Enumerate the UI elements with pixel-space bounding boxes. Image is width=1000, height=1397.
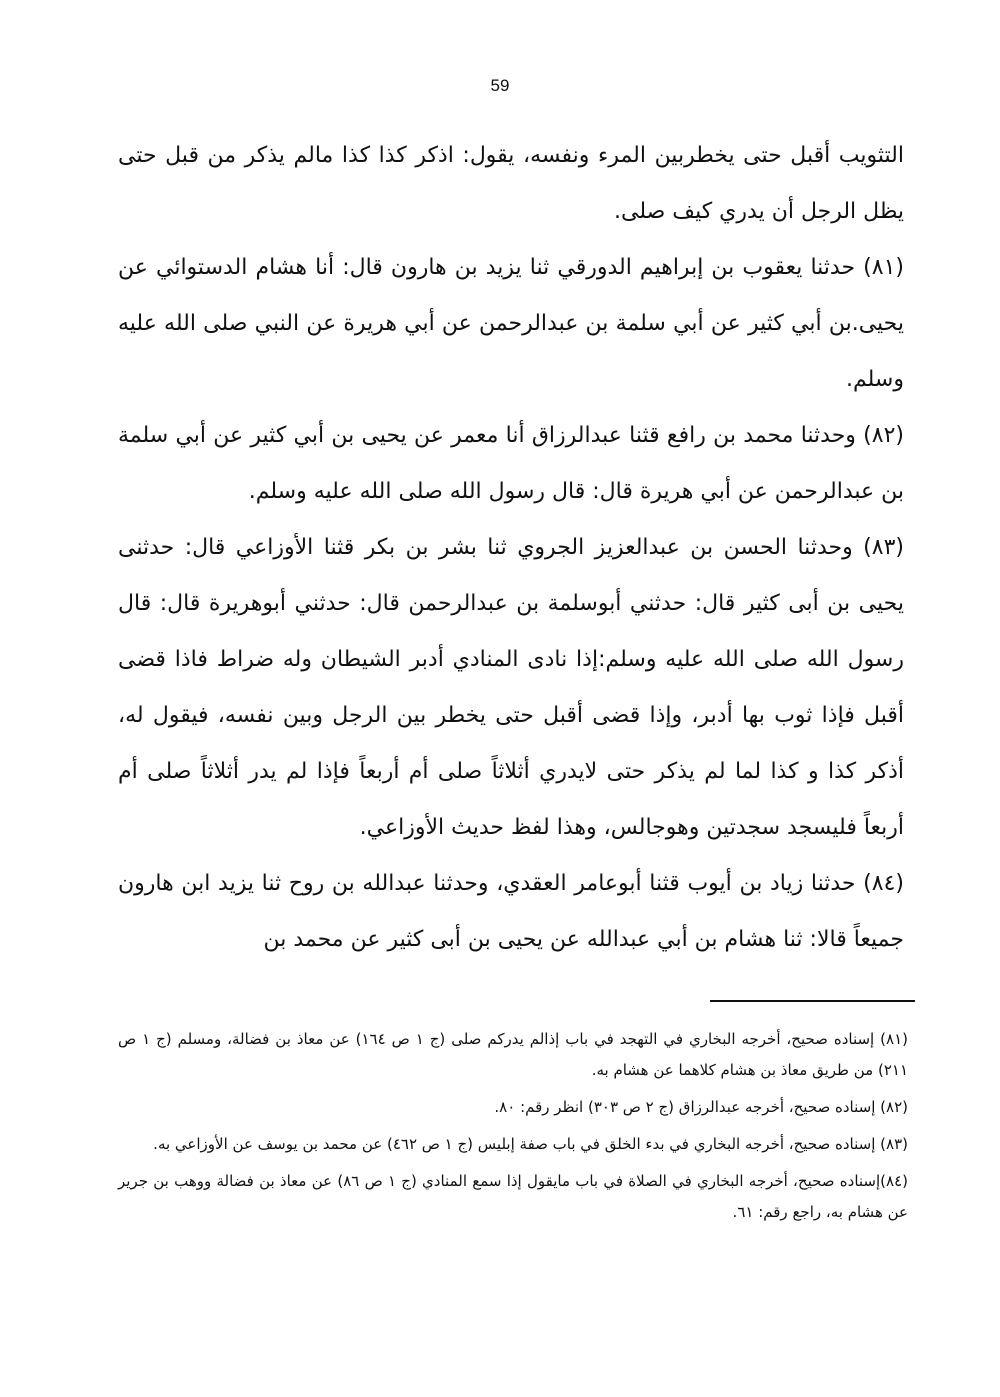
paragraph-82: (٨٢) وحدثنا محمد بن رافع قثنا عبدالرزاق أنا معمر عن يحيى بن أبي كثير عن أبي سلمة بن عبدالرحمن عن أبي هريرة قال: قال رسول الله صلى الله عليه وسلم. — [118, 423, 904, 504]
footnote-83: (٨٣) إسناده صحيح، أخرجه البخاري في بدء الخلق في باب صفة إبليس (ج ١ ص ٤٦٢) عن محمد بن يوسف عن الأوزاعي به. — [153, 1135, 908, 1153]
footnote-divider — [710, 1000, 915, 1002]
paragraph-84: (٨٤) حدثنا زياد بن أيوب قثنا أبوعامر العقدي، وحدثنا عبدالله بن روح ثنا يزيد ابن هارون جميعاً قالا: ثنا هشام بن أبي عبدالله عن يحيى بن أبى كثير عن محمد بن — [118, 871, 904, 952]
page-number: 59 — [490, 76, 510, 95]
paragraph-81: (٨١) حدثنا يعقوب بن إبراهيم الدورقي ثنا يزيد بن هارون قال: أنا هشام الدستوائي عن يحيى.بن أبي كثير عن أبي سلمة بن عبدالرحمن عن أبي هريرة عن النبي صلى الله عليه وسلم. — [118, 255, 904, 392]
footnote-81: (٨١) إسناده صحيح، أخرجه البخاري في التهجد في باب إذالم يدركم صلى (ج ١ ص ١٦٤) عن معاذ بن فضالة، ومسلم (ج ١ ص ٢١١) من طريق معاذ بن هشام كلاهما عن هشام به. — [118, 1030, 909, 1079]
paragraph-intro: التثويب أقبل حتى يخطربين المرء ونفسه، يقول: اذكر كذا كذا مالم يذكر من قبل حتى يظل الرجل أن يدري كيف صلى. — [118, 143, 904, 224]
footnotes — [118, 1024, 908, 1234]
main-text — [118, 128, 904, 968]
paragraph-83: (٨٣) وحدثنا الحسن بن عبدالعزيز الجروي ثنا بشر بن بكر قثنا الأوزاعي قال: حدثنى يحيى بن أبى كثير قال: حدثني أبوسلمة بن عبدالرحمن قال: حدثني أبوهريرة قال: قال رسول الله صلى الله عليه وسلم:إذا نادى المنادي أدبر الشيطان وله ضراط فاذا قضى أقبل فإذا ثوب بها أدبر، وإذا قضى أقبل حتى يخطر بين الرجل وبين نفسه، فيقول له، أذكر كذا و كذا لما لم يذكر حتى لايدري أثلاثاً صلى أم أربعاً فإذا لم يدر أثلاثاً صلى أم أربعاً فليسجد سجدتين وهوجالس، وهذا لفظ حديث الأوزاعي. — [118, 535, 904, 840]
footnote-84: (٨٤)إسناده صحيح، أخرجه البخاري في الصلاة في باب مايقول إذا سمع المنادي (ج ١ ص ٨٦) عن معاذ بن فضالة ووهب بن جرير عن هشام به، راجع رقم: ٦١. — [118, 1172, 908, 1221]
footnote-82: (٨٢) إسناده صحيح، أخرجه عبدالرزاق (ج ٢ ص ٣٠٣) انظر رقم: ٨٠. — [494, 1098, 908, 1116]
